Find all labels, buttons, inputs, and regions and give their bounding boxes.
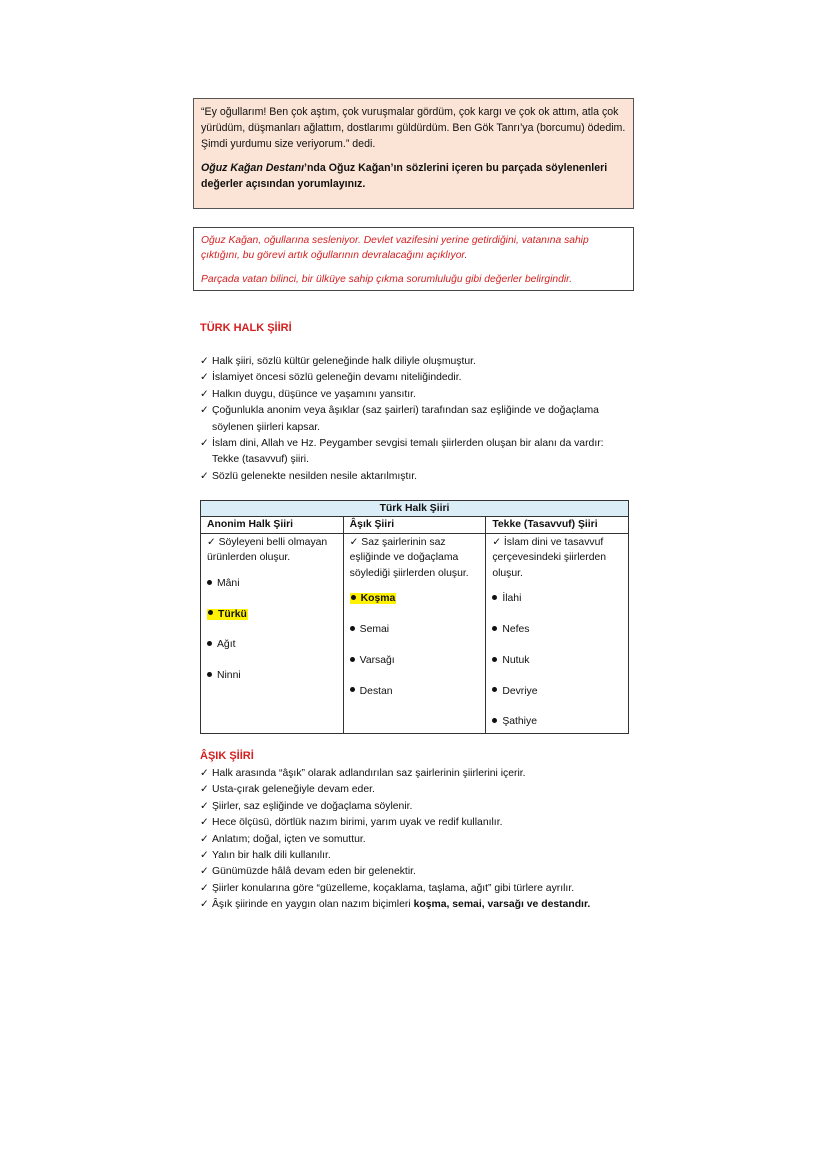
turk-halk-siiri-table: [200, 500, 629, 734]
bullet-dot-icon: [208, 610, 213, 615]
column-description: [492, 535, 622, 581]
list-item: [207, 668, 337, 683]
checklist-item: [200, 881, 630, 897]
checklist-item: [200, 897, 630, 913]
list-item-text: Ninni: [217, 670, 241, 682]
bullet-dot-icon: [207, 580, 212, 585]
turk-halk-checklist: [200, 354, 620, 485]
checklist-item: [200, 815, 630, 831]
bullet-dot-icon: [492, 626, 497, 631]
highlight-marker: [207, 609, 248, 620]
column-header-tekke: Tekke (Tasavvuf) Şiiri: [486, 517, 629, 534]
checklist-item: [200, 387, 620, 403]
quote-question: [201, 160, 626, 192]
check-icon: ✓: [200, 388, 209, 400]
list-item: [207, 607, 337, 622]
list-item-text: Koşma: [360, 593, 396, 605]
column-tekke: [486, 534, 629, 734]
checklist-item: [200, 766, 630, 782]
list-item: [350, 622, 480, 637]
list-item: [207, 576, 337, 591]
list-item: [350, 653, 480, 668]
checklist-item: [200, 436, 620, 469]
check-icon: ✓: [349, 537, 359, 548]
checklist-item: [200, 799, 630, 815]
checklist-item-text: Günümüzde hâlâ devam eden bir gelenektir.: [212, 866, 416, 878]
checklist-item: [200, 832, 630, 848]
check-icon: ✓: [200, 800, 209, 812]
checklist-item-text: İslamiyet öncesi sözlü geleneğin devamı niteliğindedir.: [212, 372, 462, 384]
checklist-item-text: Halk şiiri, sözlü kültür geleneğinde halk diliyle oluşmuştur.: [212, 356, 476, 367]
quote-text: “Ey oğullarım! Ben çok aştım, çok vuruşmalar gördüm, çok kargı ve çok ok attım, atla çok yürüdüm, düşmanları ağlattım, dostlarımı güldürdüm. Ben Gök Tanrı’ya (borcumu) ödedim. Şimdi yurdumu size veriyorum.” dedi.: [201, 106, 626, 150]
checklist-item: [200, 848, 630, 864]
bullet-dot-icon: [492, 657, 497, 662]
check-icon: ✓: [492, 537, 502, 548]
checklist-item-text: Çoğunlukla anonim veya âşıklar (saz şairleri) tarafından saz eşliğinde ve doğaçlama söylenen şiirleri kapsar.: [212, 405, 599, 433]
check-icon: ✓: [200, 817, 209, 829]
list-item-text: Destan: [359, 685, 393, 697]
checklist-item-text: Anlatım; doğal, içten ve somuttur.: [212, 833, 366, 845]
bullet-dot-icon: [492, 595, 497, 600]
bullet-dot-icon: [350, 657, 355, 662]
list-item: [207, 637, 337, 652]
check-icon: ✓: [200, 833, 209, 845]
list-item-text: Şathiye: [502, 716, 537, 728]
list-item-text: İlahi: [502, 593, 522, 605]
check-icon: ✓: [207, 537, 216, 548]
list-item-text: Semai: [359, 624, 390, 636]
list-item-text: Devriye: [502, 685, 538, 697]
list-item: [492, 653, 622, 668]
column-description: [350, 535, 480, 581]
checklist-item-bold: koşma, semai, varsağı ve destandır.: [413, 899, 591, 911]
bullet-dot-icon: [351, 595, 356, 600]
checklist-item-text: Yalın bir halk dili kullanılır.: [212, 850, 331, 862]
list-item: [350, 684, 480, 699]
check-icon: ✓: [200, 356, 209, 367]
bullet-list: [207, 576, 337, 684]
check-icon: ✓: [200, 768, 209, 779]
list-item: [350, 591, 480, 606]
list-item-text: Nefes: [502, 624, 530, 636]
check-icon: ✓: [200, 372, 209, 384]
answer-line-1: Oğuz Kağan, oğullarına sesleniyor. Devlet vazifesini yerine getirdiğini, vatanına sahip çıktığını, bu görevi artık oğullarının devralacağını açıklıyor.: [201, 235, 589, 261]
question-rest: ’nda Oğuz Kağan’ın sözlerini içeren bu parçada söylenenleri değerler açısından yorumlayınız.: [201, 162, 608, 190]
list-item-text: Varsağı: [359, 654, 395, 666]
list-item: [492, 622, 622, 637]
bullet-dot-icon: [350, 687, 355, 692]
column-description-text: Söyleyeni belli olmayan ürünlerden oluşur.: [207, 537, 328, 564]
checklist-item: [200, 354, 620, 370]
bullet-list: [492, 591, 622, 730]
bullet-list: [350, 591, 480, 699]
list-item-text: Nutuk: [502, 654, 530, 666]
turk-halk-title: TÜRK HALK ŞİİRİ: [200, 322, 292, 334]
check-icon: ✓: [200, 850, 209, 862]
check-icon: ✓: [200, 438, 209, 450]
list-item-text: Ağıt: [217, 639, 236, 651]
column-asik: [343, 534, 486, 734]
bullet-dot-icon: [207, 641, 212, 646]
checklist-item-text: Usta-çırak geleneğiyle devam eder.: [212, 784, 375, 796]
column-header-anonim: Anonim Halk Şiiri: [201, 517, 344, 534]
checklist-item-text: İslam dini, Allah ve Hz. Peygamber sevgisi temalı şiirlerden oluşan bir alanı da vardır: Tekke (tasavvuf) şiiri.: [212, 438, 604, 466]
asik-checklist: [200, 766, 630, 914]
checklist-item-text: Halkın duygu, düşünce ve yaşamını yansıtır.: [212, 388, 416, 400]
question-emphasis: Oğuz Kağan Destanı: [201, 162, 305, 174]
checklist-item: [200, 403, 620, 436]
column-anonim: [201, 534, 344, 734]
list-item: [492, 684, 622, 699]
checklist-item: [200, 469, 620, 485]
checklist-item: [200, 782, 630, 798]
list-item: [492, 591, 622, 606]
column-header-asik: Âşık Şiiri: [343, 517, 486, 534]
checklist-item-text: Hece ölçüsü, dörtlük nazım birimi, yarım uyak ve redif kullanılır.: [212, 817, 503, 829]
bullet-dot-icon: [350, 626, 355, 631]
checklist-item-text: Şiirler, saz eşliğinde ve doğaçlama söylenir.: [212, 800, 413, 812]
list-item-text: Türkü: [218, 608, 247, 620]
asik-title: ÂŞIK ŞİİRİ: [200, 750, 254, 762]
answer-box: [193, 227, 634, 291]
column-description: [207, 535, 337, 566]
quote-box: [193, 98, 634, 209]
checklist-item-text: Âşık şiirinde en yaygın olan nazım biçimleri: [212, 899, 414, 911]
list-item: [492, 714, 622, 729]
check-icon: ✓: [200, 405, 209, 417]
bullet-dot-icon: [492, 718, 497, 723]
column-description-text: İslam dini ve tasavvuf çerçevesindeki şiirlerden oluşur.: [492, 537, 607, 579]
checklist-item: [200, 370, 620, 386]
table-title: Türk Halk Şiiri: [201, 501, 629, 517]
check-icon: ✓: [200, 866, 209, 878]
check-icon: ✓: [200, 882, 209, 894]
answer-line-2: Parçada vatan bilinci, bir ülküye sahip çıkma sorumluluğu gibi değerler belirgindir.: [201, 274, 573, 285]
column-description-text: Saz şairlerinin saz eşliğinde ve doğaçlama söylediği şiirlerden oluşur.: [349, 537, 469, 579]
bullet-dot-icon: [207, 672, 212, 677]
check-icon: ✓: [200, 899, 209, 911]
check-icon: ✓: [200, 470, 209, 482]
checklist-item-text: Halk arasında “âşık” olarak adlandırılan saz şairlerinin şiirlerini içerir.: [212, 768, 526, 779]
check-icon: ✓: [200, 784, 209, 796]
highlight-marker: [350, 593, 397, 604]
checklist-item-text: Sözlü gelenekte nesilden nesile aktarılmıştır.: [212, 470, 418, 482]
checklist-item-text: Şiirler konularına göre “güzelleme, koçaklama, taşlama, ağıt” gibi türlere ayrılır.: [212, 882, 575, 894]
bullet-dot-icon: [492, 687, 497, 692]
checklist-item: [200, 864, 630, 880]
list-item-text: Mâni: [217, 577, 240, 589]
